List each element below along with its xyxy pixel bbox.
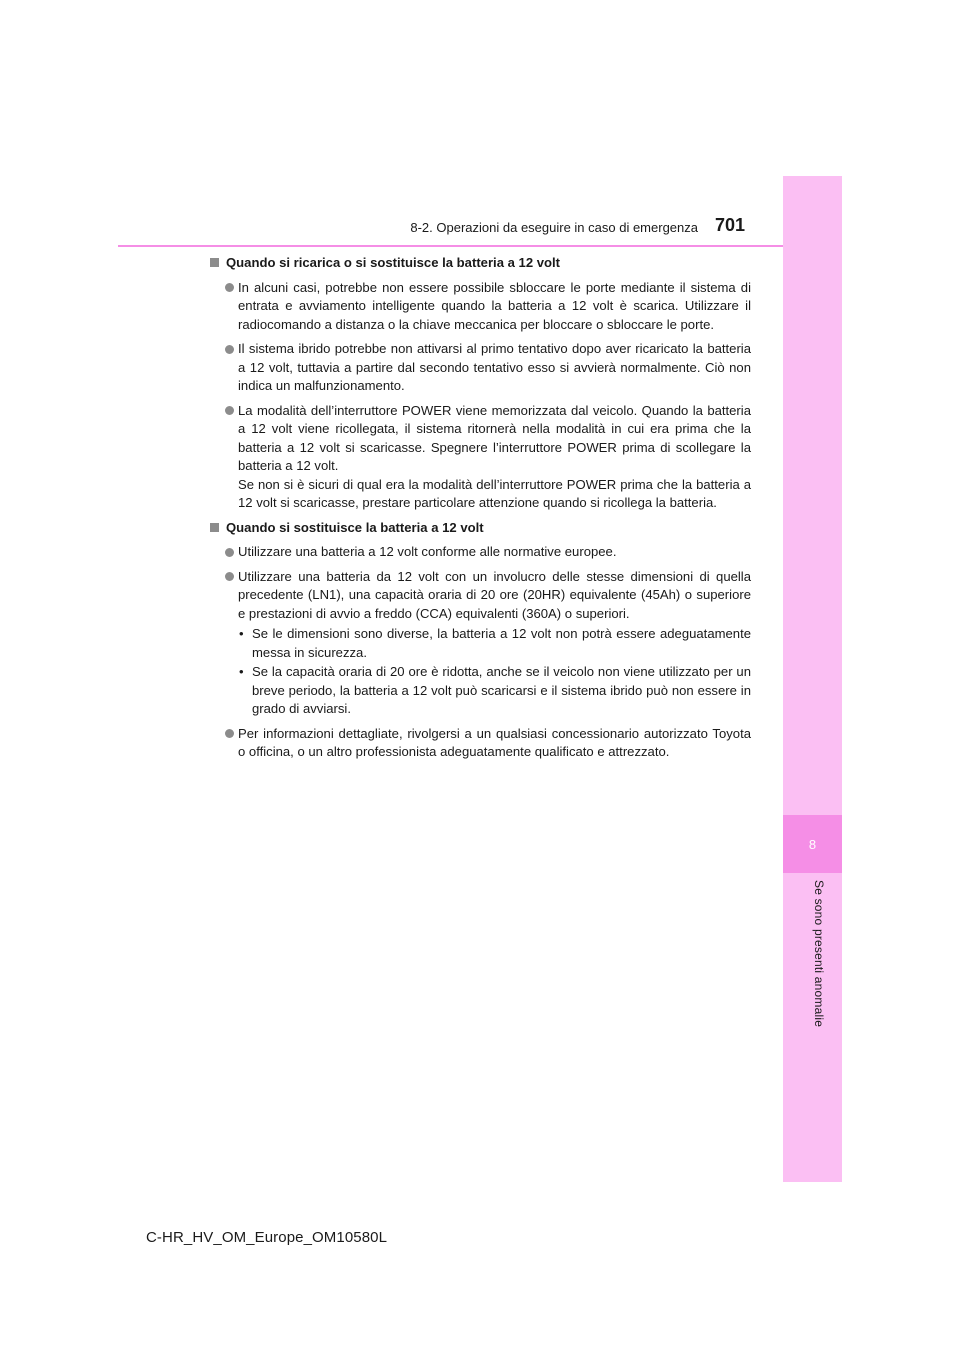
list-item	[210, 402, 751, 513]
sub-list-item-text: Se la capacità oraria di 20 ore è ridotta, anche se il veicolo non viene utilizzato per un breve periodo, la batteria a 12 volt può scaricarsi e il sistema ibrido può non essere in grado di avviarsi.	[252, 664, 751, 716]
page-number: 701	[715, 215, 746, 235]
square-bullet-icon	[210, 258, 219, 267]
sub-bullet-mark: •	[239, 664, 244, 679]
list-item-text: Per informazioni dettagliate, rivolgersi a un qualsiasi concessionario autorizzato Toyota o officina, o un altro professionista adeguatamente qualificato e attrezzato.	[238, 725, 751, 759]
list-item-text: Utilizzare una batteria da 12 volt con un involucro delle stesse dimensioni di quella precedente (LN1), una capacità oraria di 20 ore (20HR) equivalente (45Ah) o superiore e prestazioni di avvio a freddo (CCA) equivalenti (360A) o superiori.	[238, 568, 751, 621]
section-heading-text: Quando si ricarica o si sostituisce la batteria a 12 volt	[226, 255, 561, 270]
chapter-side-tab	[783, 176, 842, 1182]
sub-list-item	[210, 663, 751, 719]
section-heading	[210, 519, 751, 538]
list-item-text: In alcuni casi, potrebbe non essere possibile sbloccare le porte mediante il sistema di entrata e avviamento intelligente quando la batteria a 12 volt è scarica. Utilizzare il radiocomando a distanza o la chiave meccanica per bloccare o sbloccare le porte.	[238, 279, 751, 332]
list-item	[210, 340, 751, 396]
chapter-label: Se sono presenti anomalie	[812, 880, 826, 1028]
list-item	[210, 543, 751, 562]
circle-bullet-icon	[225, 729, 234, 738]
chapter-number: 8	[808, 836, 817, 852]
sub-list	[210, 625, 751, 719]
list-item-text: Se non si è sicuri di qual era la modalità dell’interruttore POWER prima che la batteria a 12 volt si scaricasse, prestare particolare attenzione quando si ricollega la batteria.	[238, 476, 751, 510]
list-item-text: La modalità dell’interruttore POWER viene memorizzata dal veicolo. Quando la batteria a 12 volt viene ricollegata, il sistema ritornerà nella modalità in cui era prima che la batteria a 12 volt si scaricasse. Spegnere l’interruttore POWER prima di scollegare la batteria a 12 volt.	[238, 402, 751, 473]
list-item	[210, 279, 751, 335]
list-item	[210, 568, 751, 624]
section-title: 8-2. Operazioni da eseguire in caso di emergenza	[410, 220, 698, 235]
circle-bullet-icon	[225, 548, 234, 557]
circle-bullet-icon	[225, 572, 234, 581]
circle-bullet-icon	[225, 283, 234, 292]
circle-bullet-icon	[225, 345, 234, 354]
section-heading	[210, 254, 751, 273]
list-item	[210, 725, 751, 762]
sub-bullet-mark: •	[239, 626, 244, 641]
sub-list-item-text: Se le dimensioni sono diverse, la batteria a 12 volt non potrà essere adeguatamente messa in sicurezza.	[252, 626, 751, 660]
document-code-footer: C-HR_HV_OM_Europe_OM10580L	[146, 1229, 388, 1246]
circle-bullet-icon	[225, 406, 234, 415]
section-heading-text: Quando si sostituisce la batteria a 12 volt	[226, 519, 484, 535]
list-item-text: Il sistema ibrido potrebbe non attivarsi al primo tentativo dopo aver ricaricato la batteria a 12 volt, tuttavia a partire dal secondo tentativo esso si avvierà normalmente. Ciò non indica un malfunzionamento.	[238, 341, 751, 393]
page-content	[210, 254, 751, 768]
sub-list-item	[210, 625, 751, 662]
square-bullet-icon	[210, 523, 219, 532]
list-item-text: Utilizzare una batteria a 12 volt conforme alle normative europee.	[238, 544, 617, 559]
header-divider	[118, 245, 783, 247]
